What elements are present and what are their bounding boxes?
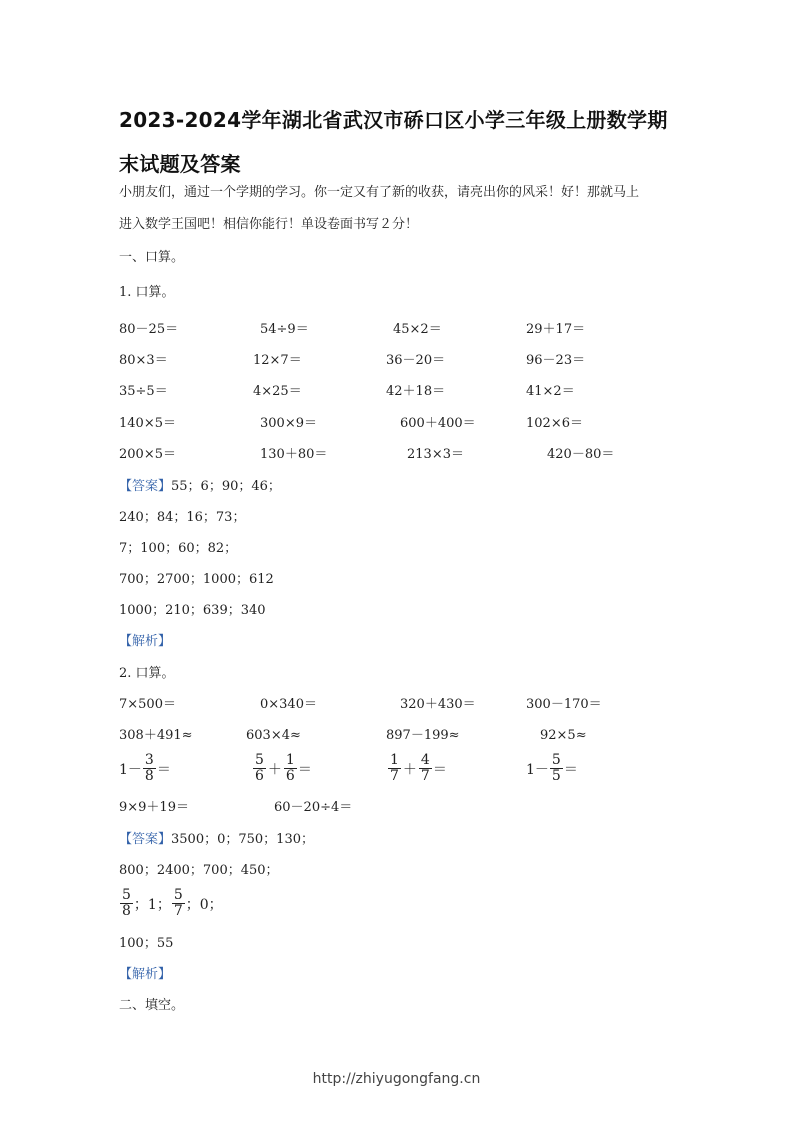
q1-item: 35÷5＝ <box>119 384 168 399</box>
q2-item: 7×500＝ <box>119 697 176 712</box>
question-1-label: 1. 口算。 <box>119 285 175 300</box>
q2-item: 308＋491≈ <box>119 728 193 743</box>
question-2-label: 2. 口算。 <box>119 666 175 681</box>
fraction <box>284 753 297 784</box>
fraction <box>253 753 266 784</box>
q1-item: 600＋400＝ <box>400 416 476 431</box>
numerator: 4 <box>420 752 430 768</box>
answer-tag: 【答案】 <box>119 832 172 847</box>
q2-item: 320＋430＝ <box>400 697 476 712</box>
q2-item: 60－20÷4＝ <box>274 800 353 815</box>
q1-item: 12×7＝ <box>253 353 302 368</box>
page-title-line-2: 末试题及答案 <box>119 152 241 176</box>
q1-item: 102×6＝ <box>526 416 583 431</box>
fraction-lead: 1－ <box>526 761 549 778</box>
numerator: 1 <box>285 752 295 768</box>
q1-item: 36－20＝ <box>386 353 446 368</box>
q2-item: 897－199≈ <box>386 728 460 743</box>
q2-fraction-item <box>119 753 171 784</box>
section-1-heading: 一、口算。 <box>119 250 185 265</box>
footer-url: http://zhiyugongfang.cn <box>312 1071 481 1087</box>
q1-item: 42＋18＝ <box>386 384 446 399</box>
equals-sign: ＝ <box>432 761 447 778</box>
q1-answer-line: 7；100；60；82； <box>119 541 238 556</box>
q2-answer-line: 100；55 <box>119 936 174 951</box>
q1-item: 45×2＝ <box>393 322 442 337</box>
fraction <box>172 888 185 919</box>
q1-item: 80×3＝ <box>119 353 168 368</box>
q2-answer-fraction-line <box>119 888 223 919</box>
answer-tag: 【答案】 <box>119 479 172 494</box>
answer-text: 3500；0；750；130； <box>171 832 314 847</box>
q1-item: 96－23＝ <box>526 353 586 368</box>
q2-item: 300－170＝ <box>526 697 602 712</box>
denominator: 6 <box>285 768 295 784</box>
q1-item: 300×9＝ <box>260 416 317 431</box>
answer-tail: ；0； <box>185 896 223 913</box>
intro-line-2: 进入数学王国吧！相信你能行！单设卷面书写２分！ <box>119 217 419 232</box>
denominator: 8 <box>122 903 131 919</box>
q1-item: 41×2＝ <box>526 384 575 399</box>
numerator: 5 <box>255 752 264 768</box>
numerator: 1 <box>390 752 399 768</box>
q2-analysis-tag: 【解析】 <box>119 967 172 982</box>
equals-sign: ＝ <box>297 761 312 778</box>
q2-item: 0×340＝ <box>260 697 317 712</box>
denominator: 7 <box>390 768 399 784</box>
q1-answer-line: 1000；210；639；340 <box>119 603 266 618</box>
q1-item: 4×25＝ <box>253 384 302 399</box>
operator: ＋ <box>402 761 417 778</box>
q2-item: 603×4≈ <box>246 728 301 743</box>
denominator: 5 <box>551 768 561 784</box>
q2-item: 9×9＋19＝ <box>119 800 189 815</box>
fraction <box>550 753 563 784</box>
answer-text: 55；6；90；46； <box>171 479 281 494</box>
q2-fraction-item <box>387 753 447 784</box>
operator: ＋ <box>267 761 282 778</box>
equals-sign: ＝ <box>563 761 578 778</box>
intro-line-1: 小朋友们，通过一个学期的学习。你一定又有了新的收获，请亮出你的风采！好！那就马上 <box>119 185 640 200</box>
numerator: 3 <box>144 752 154 768</box>
q1-item: 130＋80＝ <box>260 447 328 462</box>
q1-answer-line: 700；2700；1000；612 <box>119 572 274 587</box>
q1-item: 420－80＝ <box>547 447 615 462</box>
q2-answer-line <box>119 832 314 848</box>
q1-analysis-tag: 【解析】 <box>119 634 172 649</box>
q1-item: 200×5＝ <box>119 447 176 462</box>
section-2-heading: 二、填空。 <box>119 998 185 1013</box>
numerator: 5 <box>122 887 131 903</box>
q1-item: 80－25＝ <box>119 322 179 337</box>
fraction <box>419 753 432 784</box>
q2-item: 92×5≈ <box>540 728 587 743</box>
q1-item: 29＋17＝ <box>526 322 586 337</box>
q2-answer-line: 800；2400；700；450； <box>119 863 279 878</box>
fraction <box>143 753 156 784</box>
fraction-lead: 1－ <box>119 761 142 778</box>
q1-answer-line: 240；84；16；73； <box>119 510 246 525</box>
denominator: 8 <box>144 768 154 784</box>
equals-sign: ＝ <box>156 761 171 778</box>
q2-fraction-item <box>526 753 578 784</box>
denominator: 6 <box>255 768 264 784</box>
answer-separator: ；1； <box>133 896 171 913</box>
q1-item: 213×3＝ <box>407 447 464 462</box>
q1-item: 54÷9＝ <box>260 322 309 337</box>
denominator: 7 <box>173 903 183 919</box>
fraction <box>120 888 133 919</box>
denominator: 7 <box>420 768 430 784</box>
q1-item: 140×5＝ <box>119 416 176 431</box>
q1-answer-line <box>119 479 281 495</box>
page-title-line-1: 2023-2024学年湖北省武汉市硚口区小学三年级上册数学期 <box>119 108 668 132</box>
q2-fraction-item <box>252 753 312 784</box>
fraction <box>388 753 401 784</box>
numerator: 5 <box>551 752 561 768</box>
numerator: 5 <box>173 887 183 903</box>
